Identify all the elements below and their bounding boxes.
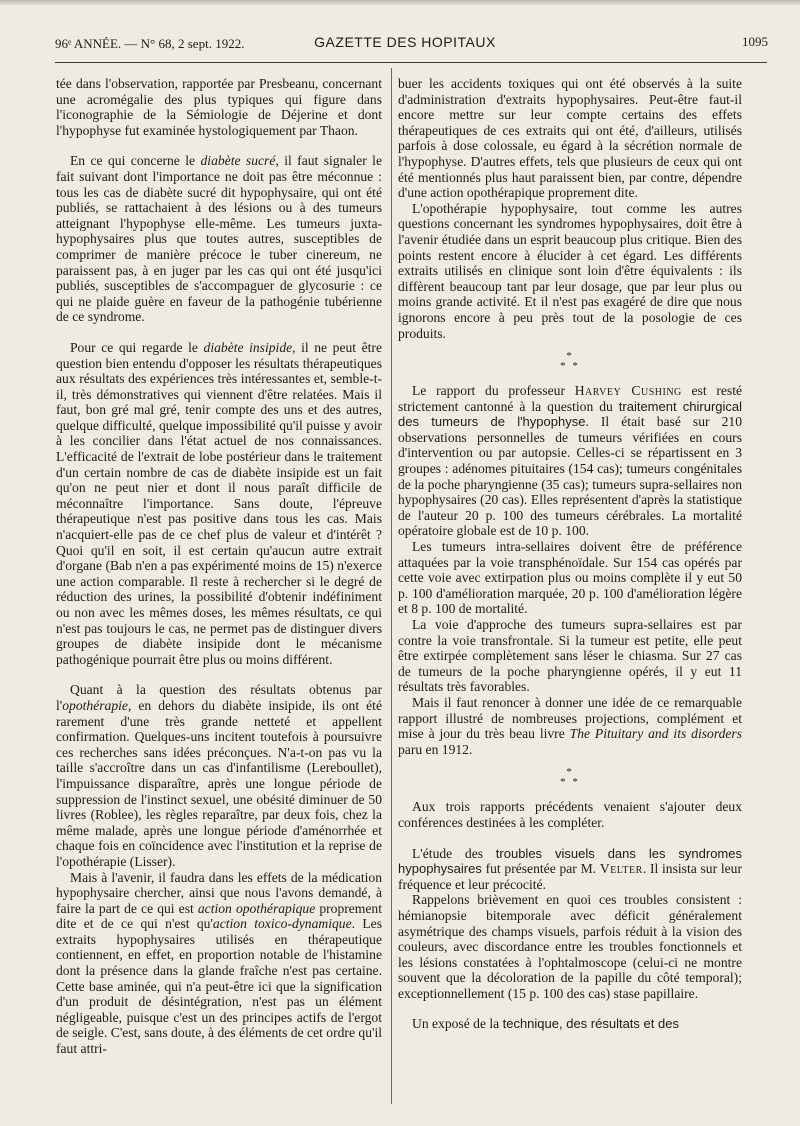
- paragraph: [398, 846, 742, 893]
- text-run: est resté strictement cantonné à la question du: [398, 383, 743, 414]
- text-run: Quant à la question des résultats obtenus par l': [56, 682, 382, 713]
- page-number: 1095: [742, 34, 768, 49]
- topic-heading: troubles visuels dans les syndromes hypophysaires: [398, 845, 742, 877]
- paragraph: buer les accidents toxiques qui ont été observés à la suite d'administration d'extraits hypophysaires. Peut-être faut-il encore mettre sur leur compte certains des effets thérapeutiques de ces extraits qui ont été, d'ailleurs, utilisés parfois à dose colossale, eu égard à la sécrétion normale de l'hypophyse. D'autres effets, tels que plusieurs de ceux qui ont été mentionnés plus haut paraissent bien, par contre, dépendre d'une action opothérapique proprement dite.: [398, 76, 742, 201]
- paragraph: tée dans l'observation, rapportée par Presbeanu, concernant une acromégalie des plus typiques qui figure dans l'iconographie de la Sémiologie de Déjerine et dont l'hypophyse fut examinée hystologiquement par Thaon.: [56, 76, 382, 138]
- section-separator: [398, 351, 742, 371]
- paragraph: Rappelons brièvement en quoi ces troubles consistent : hémianopsie bitemporale avec déficit généralement asymétrique des champs visuels, parfois réduit à la vision des couleurs, avec discordance entre les troubles fonctionnels et les lésions constatées à l'ophtalmoscope (celui-ci ne montre souvent que la décoloration de la papille du côté temporal); exceptionnellement (15 p. 100 des cas) stase papillaire.: [398, 892, 742, 1001]
- paragraph: Aux trois rapports précédents venaient s'ajouter deux conférences destinées à les compléter.: [398, 799, 742, 830]
- paragraph: [56, 153, 382, 325]
- paragraph: [56, 340, 382, 667]
- text-run: En ce qui concerne le: [70, 153, 201, 169]
- text-run: , il ne peut être question bien entendu d'opposer les résultats thérapeutiques aux résultats des expériences très intéressantes et, semble-t-il, très démonstratives qui viennent d'être relatées. Mais il faut, bon gré mal gré, tenir compte des uns et des autres, quelque difficulté, quelque impossibilité qu'il puisse y avoir à les concilier dans l'état actuel de nos connaissances. L'efficacité de l'extrait de lobe postérieur dans le traitement d'un certain nombre de cas de diabète insipide est un fait qu'on ne peut nier et dont il nous paraît difficile de méconnaître l'importance. Sans doute, l'épreuve thérapeutique n'est pas positive dans tous les cas. Mais n'acquiert-elle pas de ce chef plus de valeur et d'intérêt ? Quoi qu'il en soit, il est certain qu'aucun autre extrait d'organe (Bab n'en a pas expérimenté moins de 15) n'exerce une action comparable. Il reste à rechercher si le degré de réduction des urines, la possibilité d'obtenir indéfiniment ou non avec les mêmes doses, les mêmes résultats, ce qui n'est pas toujours le cas, ne permet pas de distinguer divers groupes de diabète insipide dont le mécanisme pathogénique pourrait être plus ou moins différent.: [56, 339, 382, 667]
- emphasis: diabète insipide: [203, 339, 293, 355]
- header-rule: [55, 62, 767, 63]
- separator-star: *: [566, 766, 574, 779]
- column-divider: [391, 68, 392, 1104]
- paragraph: [398, 695, 742, 757]
- topic-heading: traitement chirurgical des tumeurs de l'hypophyse: [398, 398, 743, 430]
- text-run: Pour ce qui regarde le: [70, 339, 204, 355]
- separator-stars: * *: [560, 360, 580, 373]
- text-run: fut présentée par M.: [481, 861, 600, 877]
- text-run: L'étude des: [412, 845, 496, 861]
- paragraph: [398, 383, 742, 539]
- issue-line: 96ᵉ ANNÉE. — N° 68, 2 sept. 1922.: [55, 36, 245, 51]
- emphasis: action toxico-dynamique: [212, 916, 352, 932]
- emphasis: opothérapie: [62, 697, 128, 713]
- paragraph: Les tumeurs intra-sellaires doivent être de préférence attaquées par la voie transphénoïdale. Sur 154 cas opérés par cette voie avec extirpation plus ou moins complète il y eut 50 p. 100 d'amélioration marquée, 20 p. 100 d'amélioration légère et 8 p. 100 de mortalité.: [398, 539, 742, 617]
- paragraph: La voie d'approche des tumeurs supra-sellaires est par contre la voie transfrontale. Si la tumeur est petite, elle peut être extirpée complètement sans léser le chiasma. Sur 27 cas de tumeurs de la poche pharyngienne opérés, il y eut 11 résultats très favorables.: [398, 617, 742, 695]
- separator-star: *: [566, 350, 574, 363]
- text-run: Mais à l'avenir, il faudra dans les effets de la médication hypophysaire chercher, ainsi que nous l'avons demandé, à faire la part de ce qui est: [56, 869, 382, 916]
- author-name: Harvey Cushing: [574, 383, 682, 399]
- emphasis: action opothérapique: [197, 900, 316, 916]
- paragraph: [398, 1016, 742, 1032]
- left-column: [56, 76, 382, 1057]
- text-run: . Les extraits hypophysaires utilisés en thérapeutique contiennent, en effet, en proportion notable de l'histamine dont la présence dans la glande fraîche n'est pas certaine. Cette base aminée, qui n'a peut-être ici que la signification d'un produit de désintégration, n'est pas un élément négligeable, puisque c'est un des principes actifs de l'ergot de seigle. C'est, sans doute, à des éléments de cet ordre qu'il faut attri-: [56, 916, 382, 1057]
- paragraph: L'opothérapie hypophysaire, tout comme les autres questions concernant les syndromes hypophysaires, doit être à l'avenir étudiée dans un esprit beaucoup plus critique. Bien des points restent encore à élucider à cet égard. Les différents extraits utilisés en clinique sont loin d'être équivalents : ils diffèrent beaucoup tant par leur dosage, que par leur plus ou moins grande activité. Et il n'est pas exagéré de dire que nous ignorons encore à peu près tout de la posologie de ces produits.: [398, 200, 742, 341]
- journal-title: GAZETTE DES HOPITAUX: [314, 34, 496, 50]
- text-run: Mais il faut renoncer à donner une idée de ce remarquable rapport illustré de nombreuses projections, complément et mise à jour du très beau livre: [398, 694, 742, 742]
- right-column: [398, 76, 742, 1032]
- text-run: paru en 1912.: [398, 741, 473, 757]
- separator-stars: * *: [560, 776, 580, 789]
- topic-heading: technique, des résultats et des: [502, 1016, 679, 1032]
- text-run: , il faut signaler le fait suivant dont l'importance ne doit pas être méconnue : tous les cas de diabète sucré dit hypophysaire, qui ont été publiés, se rattachaient à des lésions ou à des tumeurs atteignant l'hypophyse elle-même. Les tumeurs juxta-hypophysaires plus que toutes autres, susceptibles de comprimer de manière précoce le tuber cinereum, ne paraissent pas, à en juger par les cas qui ont été jusqu'ici publiés, susceptibles de s'accompaguer de glycosurie : ce qui ne plaide guère en faveur de la pathogénie tubérienne de ce syndrome.: [56, 153, 382, 325]
- emphasis: diabète sucré: [200, 153, 276, 169]
- section-separator: [398, 767, 742, 787]
- text-run: . Il était basé sur 210 observations personnelles de tumeurs vérifiées en cours d'intervention ou par autopsie. Celles-ci se répartissent en 3 groupes : adénomes pituitaires (154 cas); tumeurs congénitales de la poche pharyngienne (35 cas); tumeurs supra-sellaires non hypophysaires (20 cas). Elles représentent d'après la statistique de l'auteur 20 p. 100 des tumeurs cérébrales. La mortalité opératoire globale est de 10 p. 100.: [398, 414, 742, 539]
- page-edge: [0, 0, 800, 6]
- text-run: proprement dite et de ce qui n'est qu': [56, 900, 382, 932]
- paragraph: [56, 682, 382, 869]
- page-header: [55, 34, 768, 54]
- text-run: Un exposé de la: [412, 1016, 503, 1032]
- text-run: , en dehors du diabète insipide, ils ont été rarement d'une très grande netteté et appellent confirmation. Quelques-uns incitent toutefois à poursuivre ces recherches sans idées préconçues. N'a-t-on pas vu la taille s'accroître dans un cas d'infantilisme (Lereboullet), l'impuissance disparaître, après une longue période de suppression de l'instinct sexuel, une obésité diminuer de 50 livres (Roblee), les règles reparaître, par deux fois, chez la même malade, après une longue période d'aménorrhée et chaque fois en coïncidence avec l'institution et la reprise de l'opothérapie (Lisser).: [56, 697, 382, 869]
- text-run: Le rapport du professeur: [412, 383, 575, 399]
- author-name: Velter: [599, 861, 643, 877]
- book-title: The Pituitary and its disorders: [569, 726, 743, 742]
- paragraph: [56, 870, 382, 1057]
- text-run: . Il insista sur leur fréquence et leur précocité.: [398, 861, 742, 892]
